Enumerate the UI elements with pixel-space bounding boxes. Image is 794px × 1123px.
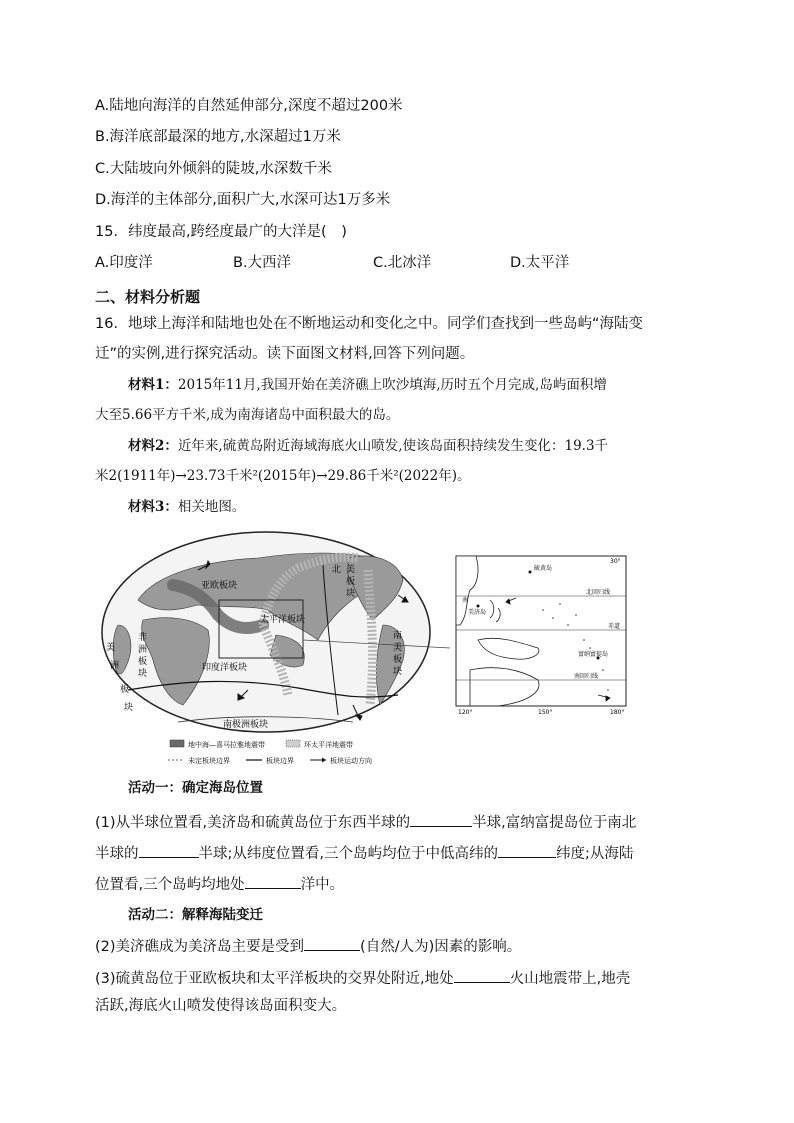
label-sa-plate-4: 块: [393, 667, 403, 677]
material1-line1: [128, 375, 607, 395]
plate-map-figure: [98, 530, 638, 770]
q15-option-a: A.印度洋: [95, 255, 153, 271]
label-pacific-plate: 太平洋板块: [260, 615, 306, 625]
legend-undetermined-boundary: 未定板块边界: [188, 757, 230, 765]
q14-option-a: A.陆地向海洋的自然延伸部分,深度不超过200米: [95, 98, 403, 114]
inset-label-funafuti: 富纳富提岛: [578, 651, 609, 658]
inset-label-south-tropic: 南回归线: [574, 673, 599, 680]
inset-map: [456, 556, 626, 716]
legend-himalaya-belt: 地中海—喜马拉雅地震带: [188, 741, 265, 749]
activity2-title: 活动二：解释海陆变迁: [128, 907, 263, 923]
q14-option-d: D.海洋的主体部分,面积广大,水深可达1万多米: [95, 192, 391, 208]
inset-label-equator: 赤道: [608, 623, 621, 630]
material2-line2: 米2(1911年)→23.73千米²(2015年)→29.86千米²(2022年)。: [95, 468, 471, 484]
q14-option-c: C.大陆坡向外倾斜的陡坡,水深数千米: [95, 161, 332, 177]
q1-text-e: 纬度;从海陆: [556, 846, 634, 862]
q15-option-c: C.北冰洋: [373, 255, 432, 271]
legend-swatch-himalaya: [170, 740, 184, 747]
label-sa-plate-2: 美: [393, 643, 403, 653]
material1-text1: 2015年11月,我国开始在美济礁上吹沙填海,历时五个月完成,岛屿面积增: [177, 377, 607, 393]
inset-iwojima-dot: [529, 571, 532, 574]
inset-meiji-dot: [477, 605, 480, 608]
label-america-plate-2: 洲: [110, 661, 120, 671]
inset-label-lon120: 120°: [458, 709, 473, 716]
label-africa-plate-1: 非: [138, 633, 148, 643]
activity2-q3-line2: 活跃,海底火山喷发使得该岛面积变大。: [95, 998, 347, 1014]
legend-arrow-icon: [322, 758, 326, 763]
legend-plate-motion: 板块运动方向: [330, 757, 372, 765]
legend-swatch-pacific: [286, 740, 300, 747]
q15-option-b: B.大西洋: [233, 255, 292, 271]
inset-label-tropic: 北回归线: [586, 589, 611, 596]
material3-text: 相关地图。: [177, 499, 246, 515]
q1-text-d: 半球;从纬度位置看,三个岛屿均位于中低高纬的: [198, 846, 498, 862]
activity1-q1-line2: [95, 841, 633, 864]
label-eurasia-plate: 亚欧板块: [201, 581, 238, 591]
legend-pacific-belt: 环太平洋地震带: [304, 741, 353, 749]
label-sa-plate-3: 板: [393, 655, 403, 665]
q2-text-a: (2)美济礁成为美济岛主要是受到: [95, 939, 305, 955]
q1-text-a: (1)从半球位置看,美济岛和硫黄岛位于东西半球的: [95, 815, 411, 831]
q14-option-b: B.海洋底部最深的地方,水深超过1万米: [95, 129, 341, 145]
activity1-q1-line1: [95, 810, 636, 833]
material3-label: 材料3：: [128, 499, 178, 515]
material1-label: 材料1：: [128, 377, 178, 393]
label-america-plate-3: 板: [120, 685, 130, 695]
q1-blank-3[interactable]: [498, 841, 556, 858]
activity2-q3-line1: [95, 966, 630, 989]
label-africa-plate-4: 块: [138, 669, 148, 679]
q15-stem: 15．纬度最高,跨经度最广的大洋是( ): [95, 224, 347, 240]
label-africa-plate-3: 板: [138, 657, 148, 667]
inset-label-lon150: 150°: [538, 709, 553, 716]
q1-text-b: 半球,富纳富提岛位于南北: [472, 815, 637, 831]
section-title: 二、材料分析题: [95, 288, 201, 306]
material1-line2: 大至5.66平方千米,成为南海诸岛中面积最大的岛。: [95, 407, 400, 423]
world-map: [102, 532, 450, 732]
activity1-title: 活动一：确定海岛位置: [128, 780, 263, 796]
material2-text1: 近年来,硫黄岛附近海域海底火山喷发,使该岛面积持续发生变化：19.3千: [177, 438, 609, 454]
inset-label-iwojima: 硫黄岛: [534, 565, 553, 572]
q1-blank-2[interactable]: [139, 841, 199, 858]
q1-blank-4[interactable]: [245, 872, 301, 889]
inset-label-south-sea: 南: [462, 597, 469, 604]
label-na-plate-4: 块: [346, 589, 356, 599]
inset-label-lon180: 180°: [610, 709, 625, 716]
q16-stem-line1: 16．地球上海洋和陆地也处在不断地运动和变化之中。同学们查找到一些岛屿“海陆变: [95, 316, 643, 332]
material2-line1: [128, 436, 608, 456]
activity1-q1-line3: [95, 872, 344, 895]
q16-stem-line2: 迁”的实例,进行探究活动。读下面图文材料,回答下列问题。: [95, 346, 475, 362]
material2-label: 材料2：: [128, 438, 178, 454]
label-africa-plate-2: 洲: [138, 645, 148, 655]
map-legend: [168, 740, 372, 765]
q1-text-f: 位置看,三个岛屿均地处: [95, 877, 245, 893]
q3-text-a: (3)硫黄岛位于亚欧板块和太平洋板块的交界处附近,地处: [95, 971, 454, 987]
q1-text-g: 洋中。: [300, 877, 345, 893]
q2-blank[interactable]: [304, 934, 360, 951]
label-antarctic-plate: 南极洲板块: [223, 720, 269, 730]
inset-label-lat30: 30°: [610, 558, 621, 565]
inset-frame: [456, 556, 626, 706]
inset-label-meiji: 美济岛: [468, 609, 487, 616]
label-indian-ocean-plate: 印度洋板块: [202, 663, 248, 673]
q1-text-c: 半球的: [95, 846, 139, 862]
label-na-plate-3: 板: [346, 577, 356, 587]
legend-plate-boundary: 板块边界: [266, 757, 294, 765]
label-america-plate-1: 美: [106, 643, 116, 653]
material3-line: [128, 497, 245, 517]
label-na-plate-2: 美: [346, 565, 356, 575]
q15-option-d: D.太平洋: [510, 255, 570, 271]
q1-blank-1[interactable]: [410, 810, 472, 827]
label-na-plate-1: 北: [332, 565, 342, 575]
q3-blank[interactable]: [454, 966, 510, 983]
q3-text-b: 火山地震带上,地壳: [509, 971, 631, 987]
label-america-plate-4: 块: [124, 703, 134, 713]
activity2-q2: [95, 934, 521, 957]
q2-text-b: (自然/人为)因素的影响。: [360, 939, 522, 955]
label-sa-plate-1: 南: [393, 631, 403, 641]
